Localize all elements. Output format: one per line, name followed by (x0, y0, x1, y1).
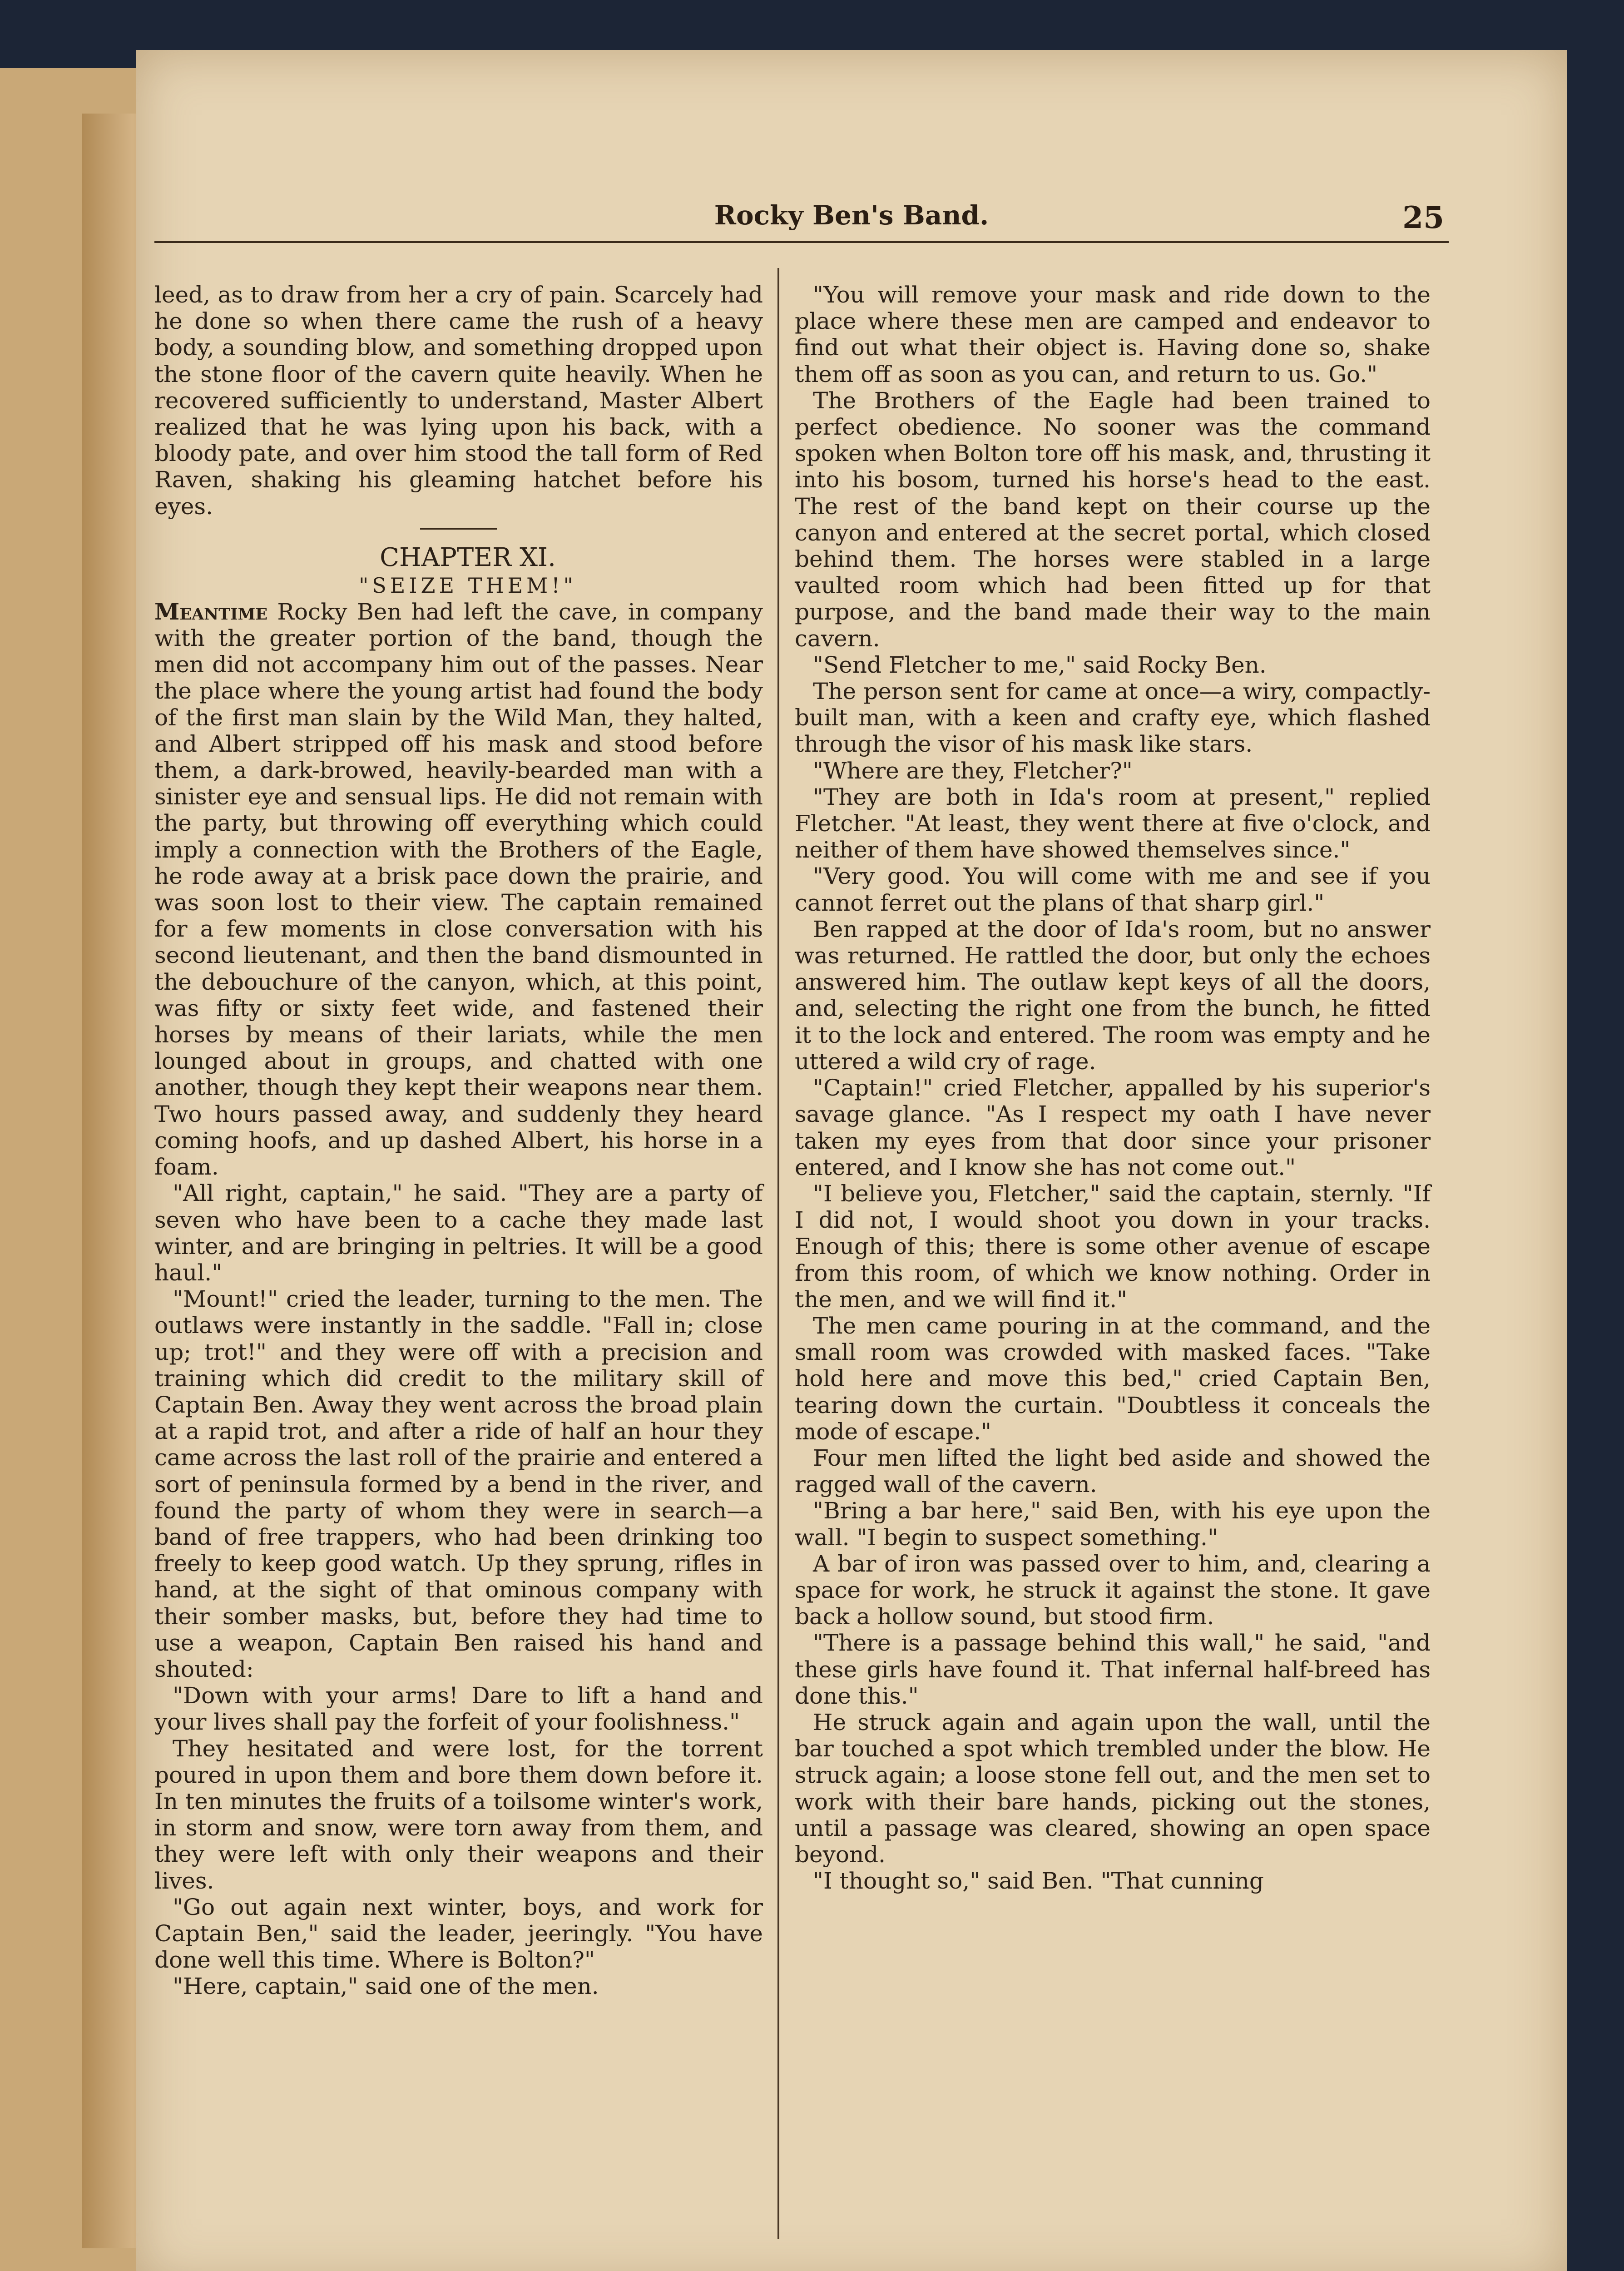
lead-word: Meantime (154, 598, 268, 625)
section-separator (420, 528, 497, 530)
paragraph: "Mount!" cried the leader, turning to the men. The outlaws were instantly in the saddle. "Fall in; close up; trot!" and they were off with a precision and training which did credit to the military skill of Captain Ben. Away they went across the broad plain at a rapid trot, and after a ride of half an hour they came across the last roll of the prairie and entered a sort of peninsula formed by a bend in the river, and found the party of whom they were in search—a band of free trappers, who had been drinking too freely to keep good watch. Up they sprung, rifles in hand, at the sight of that ominous company with their somber masks, but, before they had time to use a weapon, Captain Ben raised his hand and shouted: (154, 1286, 763, 1682)
chapter-subtitle: "SEIZE THEM!" (359, 573, 577, 598)
paragraph: "Captain!" cried Fletcher, appalled by his superior's savage glance. "As I respect my oath I have never taken my eyes from that door since your prisoner entered, and I know she has not come out." (795, 1075, 1431, 1180)
paragraph: leed, as to draw from her a cry of pain. Scarcely had he done so when there came the rush of a heavy body, a sounding blow, and something dropped upon the stone floor of the cavern quite heavily. When he recovered sufficiently to understand, Master Albert realized that he was lying upon his back, with a bloody pate, and over him stood the tall form of Red Raven, shaking his gleaming hatchet before his eyes. (154, 282, 763, 520)
running-title: Rocky Ben's Band. (714, 200, 989, 231)
paragraph: "You will remove your mask and ride down to the place where these men are camped and endeavor to find out what their object is. Having done so, shake them off as soon as you can, and return to us. Go." (795, 282, 1431, 387)
paragraph: The Brothers of the Eagle had been trained to perfect obedience. No sooner was the command spoken when Bolton tore off his mask, and, thrusting it into his bosom, turned his horse's head to the east. The rest of the band kept on their course up the canyon and entered at the secret portal, which closed behind them. The horses were stabled in a large vaulted room which had been fitted up for that purpose, and the band made their way to the main cavern. (795, 387, 1431, 652)
paragraph: They hesitated and were lost, for the torrent poured in upon them and bore them down before it. In ten minutes the fruits of a toilsome winter's work, in storm and snow, were torn away from them, and they were left with only their weapons and their lives. (154, 1735, 763, 1894)
paragraph (154, 599, 763, 1180)
paragraph: "Go out again next winter, boys, and work for Captain Ben," said the leader, jeeringly. "You have done well this time. Where is Bolton?" (154, 1894, 763, 1973)
paragraph: "There is a passage behind this wall," he said, "and these girls have found it. That infernal half-breed has done this." (795, 1630, 1431, 1709)
paragraph-text: Rocky Ben had left the cave, in company with the greater portion of the band, though the men did not accompany him out of the passes. Near the place where the young artist had found the body of the first man slain by the Wild Man, they halted, and Albert stripped off his mask and stood before them, a dark-browed, heavily-bearded man with a sinister eye and sensual lips. He did not remain with the party, but throwing off everything which could imply a connection with the Brothers of the Eagle, he rode away at a brisk pace down the prairie, and was soon lost to their view. The captain remained for a few moments in close conversation with his second lieutenant, and then the band dismounted in the debouchure of the canyon, which, at this point, was fifty or sixty feet wide, and fastened their horses by means of their lariats, while the men lounged about in groups, and chatted with one another, though they kept their weapons near them. Two hours passed away, and suddenly they heard coming hoofs, and up dashed Albert, his horse in a foam. (154, 598, 763, 1180)
paragraph: "Here, captain," said one of the men. (173, 1973, 599, 2000)
chapter-heading: CHAPTER XI. (380, 542, 556, 572)
paragraph: "I thought so," said Ben. "That cunning (813, 1868, 1264, 1894)
paragraph: "Bring a bar here," said Ben, with his eye upon the wall. "I begin to suspect something." (795, 1497, 1431, 1551)
header-rule (154, 241, 1449, 243)
paragraph: He struck again and again upon the wall, until the bar touched a spot which trembled under the blow. He struck again; a loose stone fell out, and the men set to work with their bare hands, picking out the stones, until a passage was cleared, showing an open space beyond. (795, 1709, 1431, 1868)
page-number: 25 (1402, 200, 1444, 235)
paragraph: "Very good. You will come with me and see if you cannot ferret out the plans of that sharp girl." (795, 863, 1431, 916)
left-column (154, 282, 763, 2000)
paragraph: "They are both in Ida's room at present," replied Fletcher. "At least, they went there at five o'clock, and neither of them have showed themselves since." (795, 783, 1431, 863)
paragraph: "Send Fletcher to me," said Rocky Ben. (813, 651, 1267, 678)
paragraph: "I believe you, Fletcher," said the captain, sternly. "If I did not, I would shoot you down in your tracks. Enough of this; there is some other avenue of escape from this room, of which we know nothing. Order in the men, and we will find it." (795, 1180, 1431, 1313)
running-header (136, 200, 1567, 245)
paragraph: The person sent for came at once—a wiry, compactly-built man, with a keen and crafty eye, which flashed through the visor of his mask like stars. (795, 678, 1431, 758)
paragraph: "All right, captain," he said. "They are a party of seven who have been to a cache they made last winter, and are bringing in peltries. It will be a good haul." (154, 1180, 763, 1286)
paragraph: A bar of iron was passed over to him, and, clearing a space for work, he struck it against the stone. It gave back a hollow sound, but stood firm. (795, 1550, 1431, 1630)
paragraph: "Where are they, Fletcher?" (813, 757, 1133, 784)
paragraph: Ben rapped at the door of Ida's room, but no answer was returned. He rattled the door, but only the echoes answered him. The outlaw kept keys of all the doors, and, selecting the right one from the bunch, he fitted it to the lock and entered. The room was empty and he uttered a wild cry of rage. (795, 916, 1431, 1075)
right-column (795, 282, 1431, 1894)
book-page (136, 50, 1567, 2271)
column-divider (777, 268, 779, 2239)
paragraph: "Down with your arms! Dare to lift a hand and your lives shall pay the forfeit of your foolishness." (154, 1682, 763, 1735)
paragraph: The men came pouring in at the command, and the small room was crowded with masked faces. "Take hold here and move this bed," cried Captain Ben, tearing down the curtain. "Doubtless it conceals the mode of escape." (795, 1312, 1431, 1445)
paragraph: Four men lifted the light bed aside and showed the ragged wall of the cavern. (795, 1444, 1431, 1498)
